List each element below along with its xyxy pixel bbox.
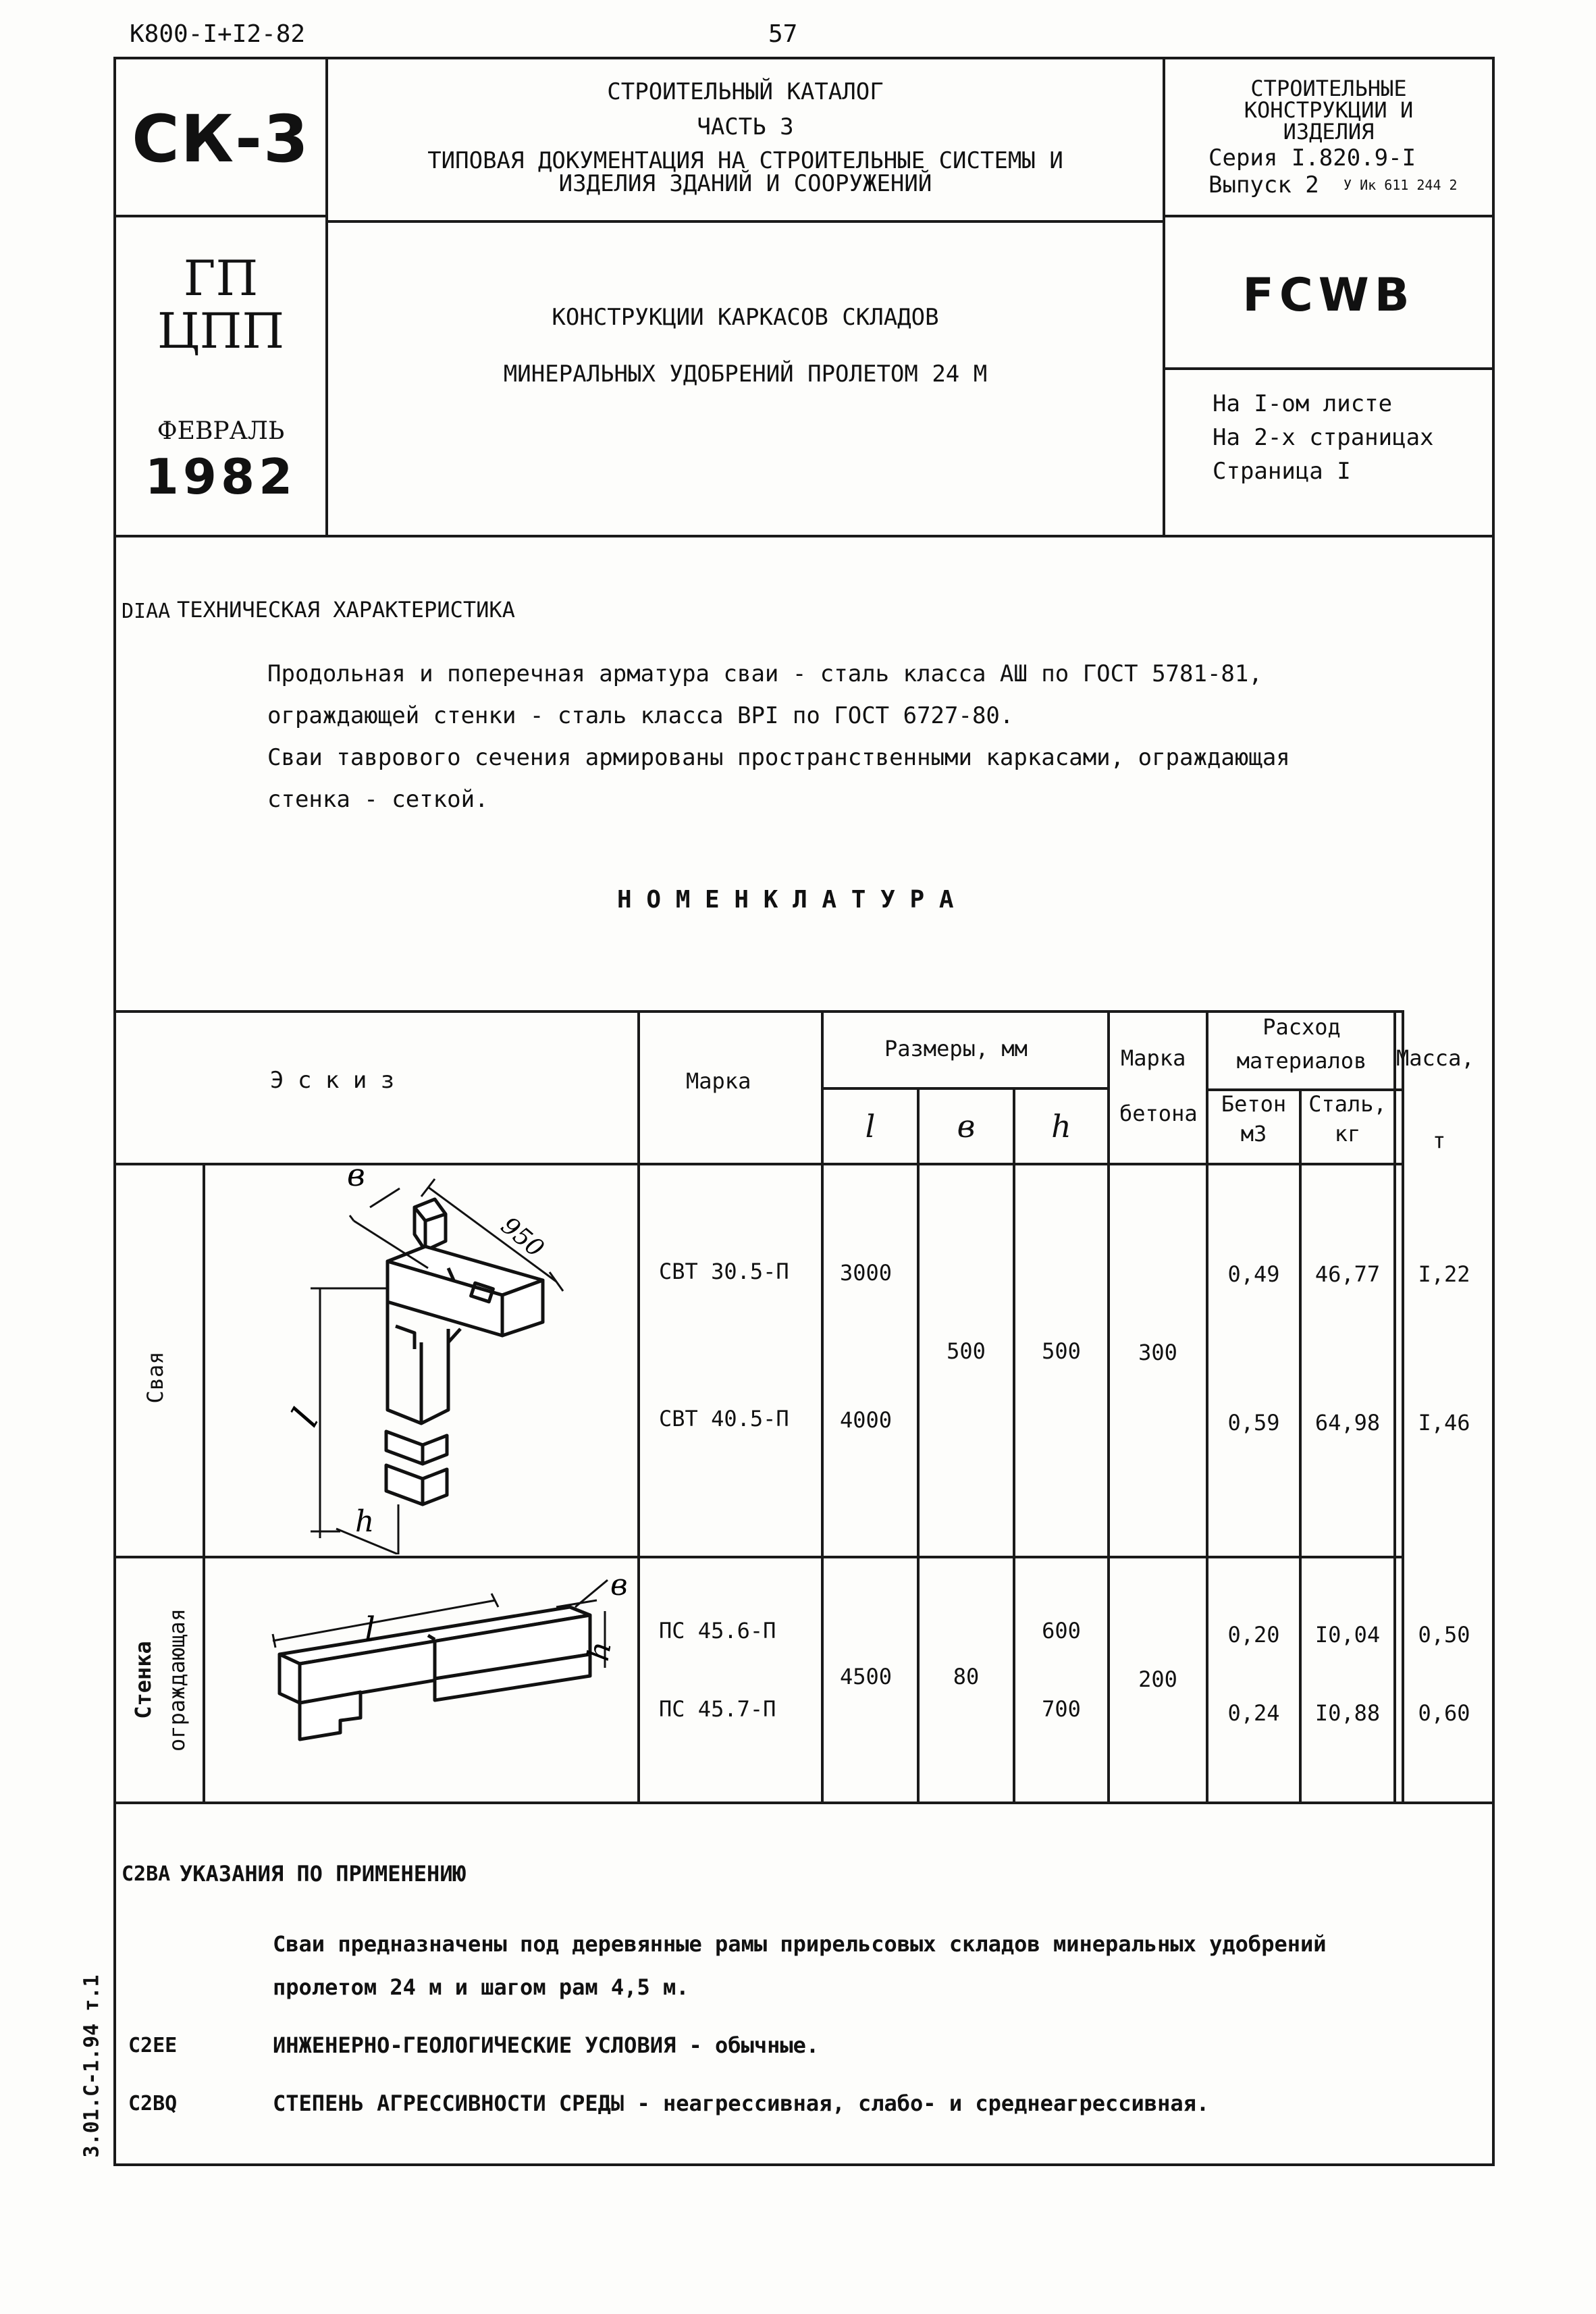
pile-l-2: 4000 <box>840 1407 893 1433</box>
usage-line2: пролетом 24 м и шагом рам 4,5 м. <box>273 1974 689 2000</box>
right-line2: КОНСТРУКЦИИ И <box>1244 97 1414 123</box>
sheet-line2: На 2-х страницах <box>1213 424 1434 451</box>
header-sketch: Э с к и з <box>270 1067 395 1094</box>
wall-concrete-grade: 200 <box>1138 1666 1177 1692</box>
header-concrete-volume-2: м3 <box>1240 1121 1267 1147</box>
sketch2-l-label: l <box>365 1610 375 1649</box>
wall-concrete-1: 0,20 <box>1227 1622 1280 1648</box>
wall-mass-1: 0,50 <box>1418 1622 1470 1648</box>
pile-b: 500 <box>947 1338 986 1364</box>
group-pile: Свая <box>142 1351 168 1404</box>
group-wall-line1: Стенка <box>130 1641 156 1719</box>
pile-concrete-1: 0,49 <box>1227 1261 1280 1287</box>
series: Серия I.820.9-I <box>1208 144 1416 172</box>
header-consumption-2: материалов <box>1236 1048 1367 1074</box>
wall-mark-1: ПС 45.6-П <box>659 1618 776 1644</box>
org-line1: ГП <box>183 250 259 307</box>
sketch2-b-label: в <box>610 1568 628 1602</box>
page-number: 57 <box>768 20 798 48</box>
header-mark: Марка <box>686 1068 751 1094</box>
wall-b: 80 <box>953 1664 980 1689</box>
page-title-line1: КОНСТРУКЦИИ КАРКАСОВ СКЛАДОВ <box>552 304 939 331</box>
wall-steel-1: I0,04 <box>1314 1622 1381 1648</box>
wall-h-1: 600 <box>1042 1618 1081 1644</box>
header-mass-2: т <box>1433 1128 1446 1153</box>
pile-mass-2: I,46 <box>1418 1410 1470 1436</box>
pile-sketch <box>205 1167 637 1554</box>
tech-line2: ограждающей стенки - сталь класса ВРI по ГОСТ 6727-80. <box>267 702 1014 729</box>
tech-line3: Сваи таврового сечения армированы пространственными каркасами, ограждающая <box>267 744 1290 771</box>
pile-mark-1: СВТ 30.5-П <box>659 1259 789 1284</box>
pile-mass-1: I,22 <box>1418 1261 1470 1287</box>
usage-code: C2BA <box>122 1862 171 1886</box>
group-wall-line2: ограждающая <box>164 1608 190 1752</box>
pile-concrete-grade: 300 <box>1138 1340 1177 1365</box>
header-steel-2: кг <box>1334 1121 1361 1147</box>
usage-line3: ИНЖЕНЕРНО-ГЕОЛОГИЧЕСКИЕ УСЛОВИЯ - обычные. <box>273 2032 820 2058</box>
wall-panel-sketch <box>205 1560 637 1800</box>
tech-line4: стенка - сеткой. <box>267 786 489 813</box>
geology-code: C2EE <box>128 2034 178 2057</box>
catalog-line3: ТИПОВАЯ ДОКУМЕНТАЦИЯ НА СТРОИТЕЛЬНЫЕ СИСТЕМЫ И <box>427 147 1063 174</box>
header-h: h <box>1051 1108 1071 1145</box>
usage-line4: СТЕПЕНЬ АГРЕССИВНОСТИ СРЕДЫ - неагрессивная, слабо- и среднеагрессивная. <box>273 2091 1210 2116</box>
sheet-line1: На I-ом листе <box>1213 390 1393 417</box>
right-line1: СТРОИТЕЛЬНЫЕ <box>1250 76 1407 101</box>
header-concrete-grade-1: Марка <box>1121 1045 1186 1071</box>
issue: Выпуск 2 <box>1208 172 1319 199</box>
pile-steel-2: 64,98 <box>1314 1410 1381 1436</box>
header-dimensions: Размеры, мм <box>884 1036 1028 1061</box>
sketch1-h-label: h <box>355 1504 375 1539</box>
aggressiveness-code: C2BQ <box>128 2092 178 2115</box>
pile-steel-1: 46,77 <box>1314 1261 1381 1287</box>
header-steel-1: Сталь, <box>1308 1091 1387 1117</box>
catalog-line1: СТРОИТЕЛЬНЫЙ КАТАЛОГ <box>607 78 884 105</box>
tech-heading: ТЕХНИЧЕСКАЯ ХАРАКТЕРИСТИКА <box>177 597 515 623</box>
sheet-line3: Страница I <box>1213 458 1351 485</box>
pile-concrete-2: 0,59 <box>1227 1410 1280 1436</box>
right-line3: ИЗДЕЛИЯ <box>1283 119 1375 144</box>
document-code: К800-I+I2-82 <box>130 20 306 48</box>
usage-line1: Сваи предназначены под деревянные рамы прирельсовых складов минеральных удобрений <box>273 1931 1327 1957</box>
pile-mark-2: СВТ 40.5-П <box>659 1406 789 1431</box>
header-concrete-grade-2: бетона <box>1119 1101 1198 1126</box>
header-mass-1: Масса, <box>1396 1045 1474 1071</box>
page-title-line2: МИНЕРАЛЬНЫХ УДОБРЕНИЙ ПРОЛЕТОМ 24 М <box>503 361 988 388</box>
month: ФЕВРАЛЬ <box>157 417 285 445</box>
header-concrete-volume-1: Бетон <box>1221 1091 1287 1117</box>
wall-l: 4500 <box>840 1664 893 1689</box>
header-l: l <box>865 1108 876 1145</box>
tech-line1: Продольная и поперечная арматура сваи - сталь класса АШ по ГОСТ 5781-81, <box>267 660 1262 687</box>
ck-label: СК-3 <box>132 101 310 177</box>
usage-heading: УКАЗАНИЯ ПО ПРИМЕНЕНИЮ <box>180 1861 466 1887</box>
org-line2: ЦПП <box>157 303 285 359</box>
year: 1982 <box>144 448 297 505</box>
catalog-line4: ИЗДЕЛИЯ ЗДАНИЙ И СООРУЖЕНИЙ <box>558 170 932 197</box>
wall-h-2: 700 <box>1042 1696 1081 1722</box>
sketch1-b-label: в <box>347 1167 365 1193</box>
sketch2-h-label: h <box>581 1639 618 1664</box>
header-b: в <box>957 1108 976 1145</box>
wall-steel-2: I0,88 <box>1314 1700 1381 1726</box>
tech-code: DIAA <box>122 600 171 623</box>
wall-concrete-2: 0,24 <box>1227 1700 1280 1726</box>
nomenclature-title: Н О М Е Н К Л А Т У Р А <box>617 886 954 914</box>
wall-mark-2: ПС 45.7-П <box>659 1696 776 1722</box>
header-consumption-1: Расход <box>1262 1014 1341 1040</box>
wall-mass-2: 0,60 <box>1418 1700 1470 1726</box>
pile-l-1: 3000 <box>840 1260 893 1286</box>
issue-stamp: У Ик 611 244 2 <box>1344 177 1458 193</box>
sketch1-l-label: l <box>284 1401 328 1434</box>
catalog-line2: ЧАСТЬ 3 <box>697 113 794 140</box>
sketch1-950-label: 950 <box>496 1211 550 1263</box>
side-stamp: 3.01.С-1.94 т.1 <box>80 1974 104 2158</box>
pile-h: 500 <box>1042 1338 1081 1364</box>
document-code-fcwb: FCWB <box>1242 269 1415 322</box>
